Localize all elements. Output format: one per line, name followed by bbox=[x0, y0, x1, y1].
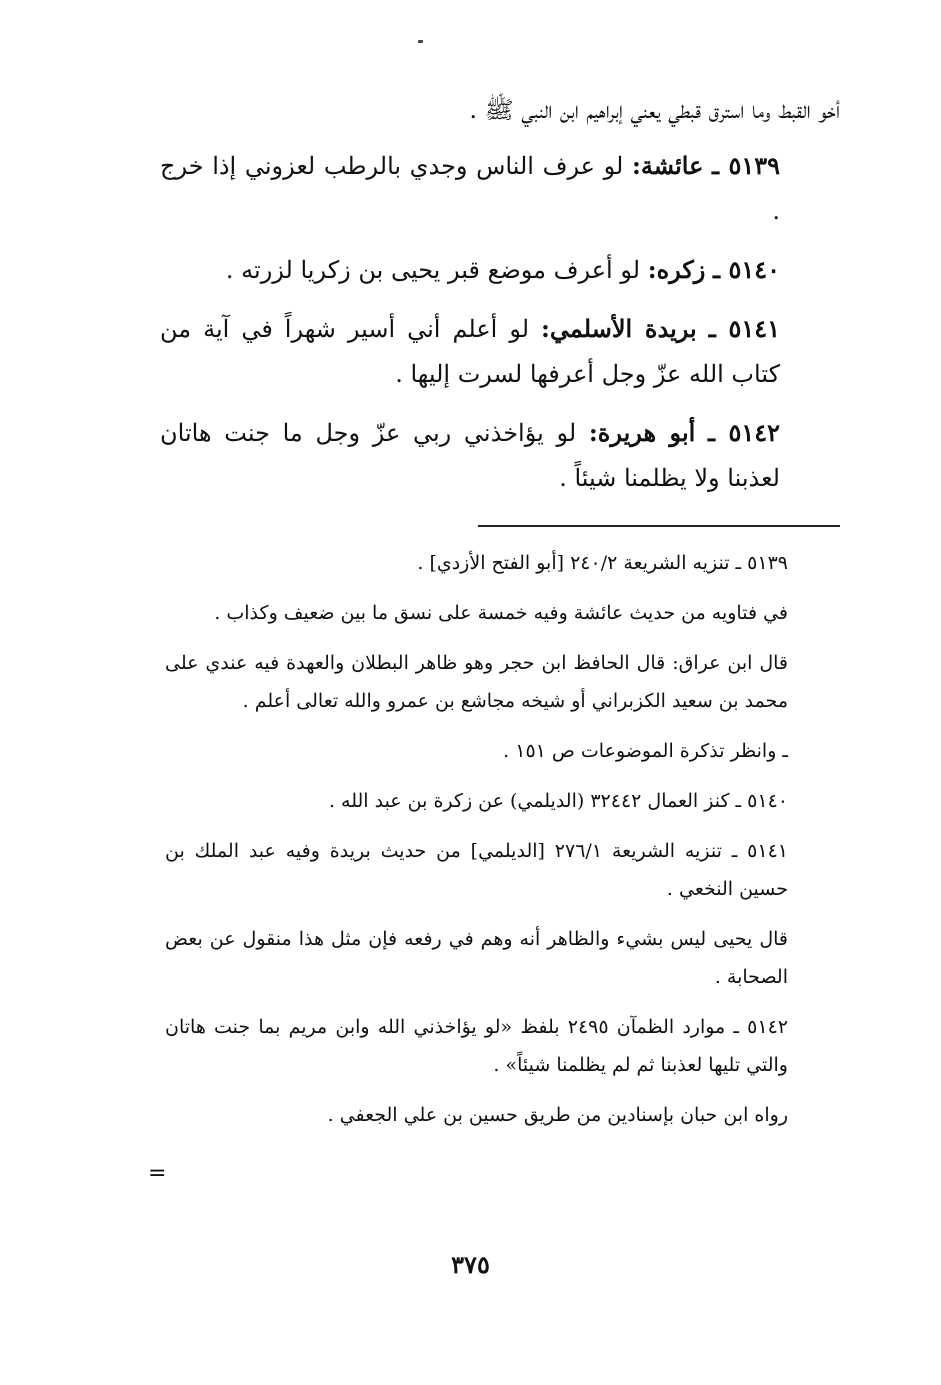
footnote-line: ٥١٣٩ ـ تنزيه الشريعة ٢٤٠/٢ [أبو الفتح الأزدي] . bbox=[417, 552, 788, 574]
entry-text: لو أعرف موضع قبر يحيى بن زكريا لزرته . bbox=[225, 256, 641, 284]
footnote-line: قال يحيى ليس بشيء والظاهر أنه وهم في رفعه فإن مثل هذا منقول عن بعض الصحابة . bbox=[165, 928, 788, 988]
main-text bbox=[160, 88, 840, 514]
continuation-line: أخو القبط وما استرق قبطي يعني إبراهيم ابن النبي ﷺ . bbox=[469, 96, 840, 124]
entry-narrator: عائشة: bbox=[631, 151, 704, 180]
entry-number: ٥١٣٩ ـ bbox=[712, 151, 780, 180]
footnote-line: ٥١٤١ ـ تنزيه الشريعة ٢٧٦/١ [الديلمي] من حديث بريدة وفيه عبد الملك بن حسين النخعي . bbox=[165, 840, 788, 900]
entry-text: لو عرف الناس وجدي بالرطب لعزوني إذا خرج . bbox=[160, 152, 780, 225]
footnote-line: في فتاويه من حديث عائشة وفيه خمسة على نسق ما بين ضعيف وكذاب . bbox=[214, 602, 788, 624]
entry-5141 bbox=[160, 306, 840, 397]
entry-number: ٥١٤٠ ـ bbox=[713, 255, 780, 284]
entry-5139 bbox=[160, 143, 840, 234]
entry-5140 bbox=[160, 247, 840, 293]
footnotes bbox=[165, 544, 840, 1146]
continuation-mark: = bbox=[148, 1161, 167, 1186]
entry-number: ٥١٤٢ ـ bbox=[708, 418, 781, 447]
entry-text: لو أعلم أني أسير شهراً في آية من كتاب الله عزّ وجل أعرفها لسرت إليها . bbox=[160, 315, 780, 388]
entry-narrator: بريدة الأسلمي: bbox=[541, 314, 697, 343]
footnote-divider bbox=[478, 525, 840, 527]
footnote-line: ـ وانظر تذكرة الموضوعات ص ١٥١ . bbox=[503, 740, 788, 762]
footnote-line: ٥١٤٢ ـ موارد الظمآن ٢٤٩٥ بلفظ «لو يؤاخذني الله وابن مريم بما جنت هاتان والتي تليها لعذبنا ثم لم يظلمنا شيئاً» . bbox=[165, 1016, 788, 1076]
footnote-line: قال ابن عراق: قال الحافظ ابن حجر وهو ظاهر البطلان والعهدة فيه عندي على محمد بن سعيد الكزبراني أو شيخه مجاشع بن عمرو والله تعالى أعلم . bbox=[165, 652, 788, 712]
entry-narrator: زكره: bbox=[647, 255, 706, 284]
entry-text: لو يؤاخذني ربي عزّ وجل ما جنت هاتان لعذبنا ولا يظلمنا شيئاً . bbox=[160, 419, 780, 492]
entry-narrator: أبو هريرة: bbox=[588, 418, 696, 447]
footnote-line: رواه ابن حبان بإسنادين من طريق حسين بن علي الجعفي . bbox=[327, 1104, 788, 1126]
entry-number: ٥١٤١ ـ bbox=[708, 314, 780, 343]
footnote-line: ٥١٤٠ ـ كنز العمال ٣٢٤٤٢ (الديلمي) عن زكرة بن عبد الله . bbox=[328, 790, 788, 812]
entry-5142 bbox=[160, 410, 840, 501]
page-number: ٣٧٥ bbox=[451, 1250, 490, 1279]
ink-mark bbox=[418, 40, 423, 43]
